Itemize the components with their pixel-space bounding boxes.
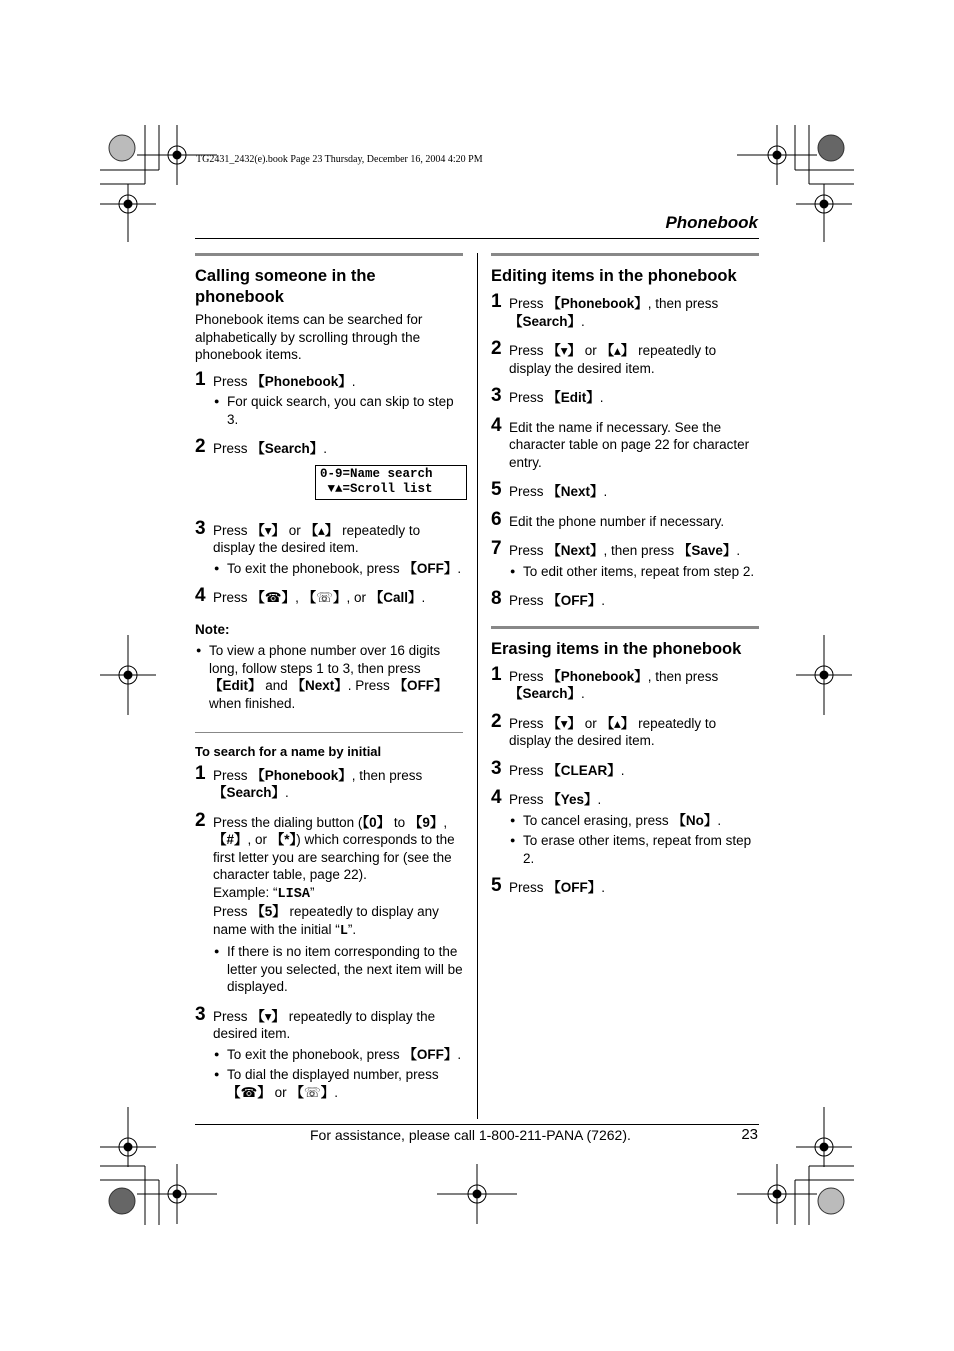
erase-step-5: 5 Press 【OFF】.	[491, 875, 606, 896]
edit-step-7: 7 Press 【Next】, then press 【Save】. ● To edit other items, repeat from step 2.	[491, 542, 759, 580]
page-header-title: Phonebook	[665, 213, 758, 232]
left-column	[195, 258, 463, 1113]
right-column	[491, 258, 759, 909]
intro-text: Phonebook items can be searched for alphabetically by scrolling through the phonebook items.	[195, 312, 423, 362]
page-number: 23	[741, 1126, 758, 1143]
bullet: ● To edit other items, repeat from step 2.	[509, 563, 759, 581]
erase-step-4: 4 Press 【Yes】. ● To cancel erasing, press 【No】. ● To erase other items, repeat from step 2.	[491, 791, 759, 867]
note-text: ● To view a phone number over 16 digits long, follow steps 1 to 3, then press 【Edit】 and 【Next】. Press 【OFF】 when finished.	[195, 642, 463, 712]
subsection-title: To search for a name by initial	[195, 744, 382, 759]
example-line: Example: “LISA”	[213, 884, 315, 902]
section-rule	[491, 626, 759, 629]
edit-step-2: 2 Press 【▾】 or 【▴】 repeatedly to display the desired item.	[491, 338, 717, 376]
section-title-editing: Editing items in the phonebook	[491, 267, 737, 285]
header-rule	[195, 238, 759, 239]
subsection-rule	[195, 732, 463, 733]
initial-step-2: 2 Press the dialing button (【0】 to 【9】, 【#】, or 【*】) which corresponds to the first letter you are searching for (see the character table, page 22). Example: “LISA” Press 【5】 repeatedly to display any name with the initial “L”. ● If there is no item corresponding to the letter you selected, the next item will be displayed.	[195, 814, 463, 996]
initial-step-1: 1 Press 【Phonebook】, then press 【Search】.	[195, 762, 423, 800]
section-title-erasing: Erasing items in the phonebook	[491, 639, 742, 658]
file-info: TG2431_2432(e).book Page 23 Thursday, December 16, 2004 4:20 PM	[196, 154, 483, 165]
initial-step-3: 3 Press 【▾】 repeatedly to display the desired item. ● To exit the phonebook, press 【OFF】. ● To dial the displayed number, press 【☎】 or 【☏】.	[195, 1008, 463, 1102]
section-rule	[491, 253, 759, 256]
erase-step-1: 1 Press 【Phonebook】, then press 【Search】.	[491, 663, 719, 701]
bullet: ● To exit the phonebook, press 【OFF】.	[213, 560, 463, 578]
bullet: ● To erase other items, repeat from step 2.	[509, 832, 759, 867]
footer-rule	[195, 1124, 759, 1125]
section-rule	[195, 253, 463, 256]
speaker-key: 【☏】	[302, 590, 347, 605]
lcd-display	[315, 465, 467, 500]
up-key: 【▴】	[304, 522, 339, 538]
edit-step-3: 3 Press 【Edit】.	[491, 385, 604, 406]
edit-step-8: 8 Press 【OFF】.	[491, 588, 606, 609]
phonebook-key: 【Phonebook】	[251, 373, 352, 389]
section-title-calling: Calling someone in the phonebook	[195, 267, 376, 306]
bullet: ● To dial the displayed number, press 【☎】 or 【☏】.	[213, 1066, 463, 1101]
erase-step-2: 2 Press 【▾】 or 【▴】 repeatedly to display the desired item.	[491, 710, 717, 748]
column-divider	[477, 253, 478, 1119]
bullet: ● To exit the phonebook, press 【OFF】.	[213, 1046, 463, 1064]
edit-step-4: 4 Edit the name if necessary. See the character table on page 22 for character entry.	[491, 414, 750, 470]
edit-step-1: 1 Press 【Phonebook】, then press 【Search】.	[491, 291, 719, 329]
step-4: 4 Press 【☎】, 【☏】, or 【Call】.	[195, 585, 426, 606]
lcd-line-2: ▼▲=Scroll list	[320, 481, 433, 496]
note-label: Note:	[195, 621, 230, 637]
down-key: 【▾】	[251, 522, 286, 538]
step-3: 3 Press 【▾】 or 【▴】 repeatedly to display the desired item. ● To exit the phonebook, press 【OFF】.	[195, 522, 463, 578]
bullet: ● To cancel erasing, press 【No】.	[509, 812, 759, 830]
talk-key: 【☎】	[251, 590, 296, 605]
step-1: 1 Press 【Phonebook】. ● For quick search, you can skip to step 3.	[195, 373, 463, 429]
search-key: 【Search】	[251, 441, 324, 456]
step-2: 2 Press 【Search】.	[195, 436, 328, 457]
press-5-line: Press 【5】 repeatedly to display any name with the initial “L”.	[213, 904, 439, 939]
call-key: 【Call】	[369, 590, 422, 605]
lcd-line-1: 0-9=Name search	[320, 466, 433, 481]
erase-step-3: 3 Press 【CLEAR】.	[491, 757, 625, 779]
footer-assistance: For assistance, please call 1-800-211-PANA (7262).	[310, 1127, 631, 1143]
edit-step-5: 5 Press 【Next】.	[491, 479, 608, 500]
bullet: ● For quick search, you can skip to step 3.	[213, 393, 463, 428]
bullet: ● If there is no item corresponding to the letter you selected, the next item will be displayed.	[213, 943, 463, 996]
off-key: 【OFF】	[403, 560, 458, 576]
edit-step-6: 6 Edit the phone number if necessary.	[491, 508, 725, 530]
